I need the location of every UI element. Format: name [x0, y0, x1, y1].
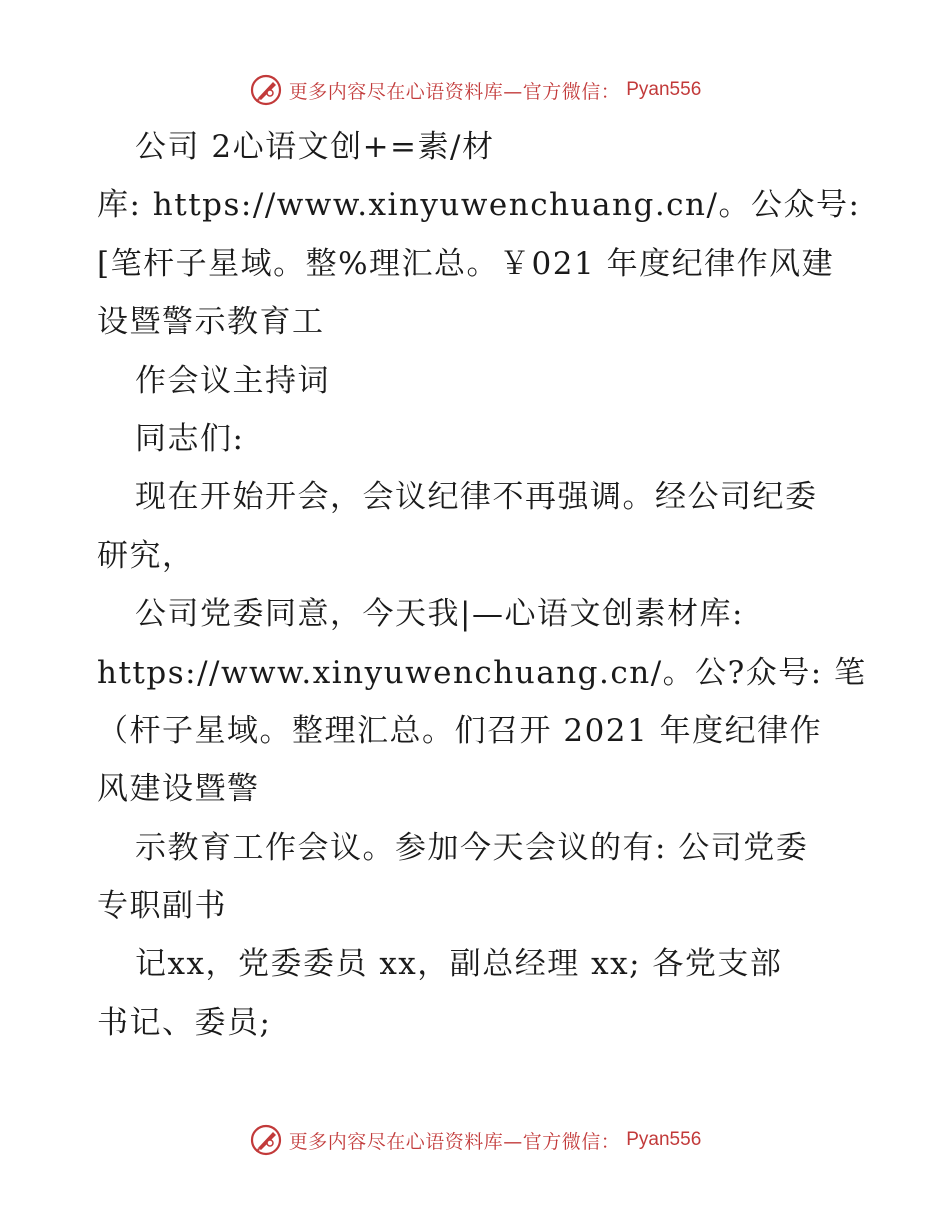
text-line: 作会议主持词 — [135, 362, 330, 399]
text-line: [笔杆子星域。整%理汇总。￥021 年度纪律作风建 — [97, 245, 835, 282]
text-line: 研究， — [97, 537, 195, 574]
quill-pen-circle-icon — [249, 1123, 283, 1157]
text-line: 风建设暨警 — [97, 771, 260, 808]
text-line: 同志们: — [135, 420, 245, 457]
footer-watermark — [0, 1120, 950, 1160]
quill-pen-circle-icon — [249, 73, 283, 107]
text-line: （杆子星域。整理汇总。们召开 2021 年度纪律作 — [97, 712, 823, 749]
text-line: 库: https://www.xinyuwenchuang.cn/。公众号: — [97, 187, 861, 224]
document-body — [97, 118, 867, 1052]
text-line: 示教育工作会议。参加今天会议的有: 公司党委 — [135, 829, 809, 866]
header-watermark — [0, 70, 950, 110]
watermark-handle: Pyan556 — [626, 79, 702, 100]
text-line: https://www.xinyuwenchuang.cn/。公?众号: 笔 — [97, 654, 867, 691]
watermark-handle: Pyan556 — [626, 1129, 702, 1150]
text-line: 设暨警示教育工 — [97, 304, 325, 341]
text-line: 公司党委同意，今天我|—心语文创素材库: — [135, 596, 744, 633]
text-line: 记xx，党委委员 xx，副总经理 xx; 各党支部 — [135, 946, 783, 983]
watermark-text: 更多内容尽在心语资料库—官方微信： — [288, 80, 621, 103]
text-line: 公司 2心语文创+=素/材 — [135, 129, 495, 165]
text-line: 现在开始开会，会议纪律不再强调。经公司纪委 — [135, 479, 818, 516]
text-line: 专职副书 — [97, 888, 227, 925]
watermark-text: 更多内容尽在心语资料库—官方微信： — [288, 1130, 621, 1153]
text-line: 书记、委员; — [97, 1004, 272, 1041]
